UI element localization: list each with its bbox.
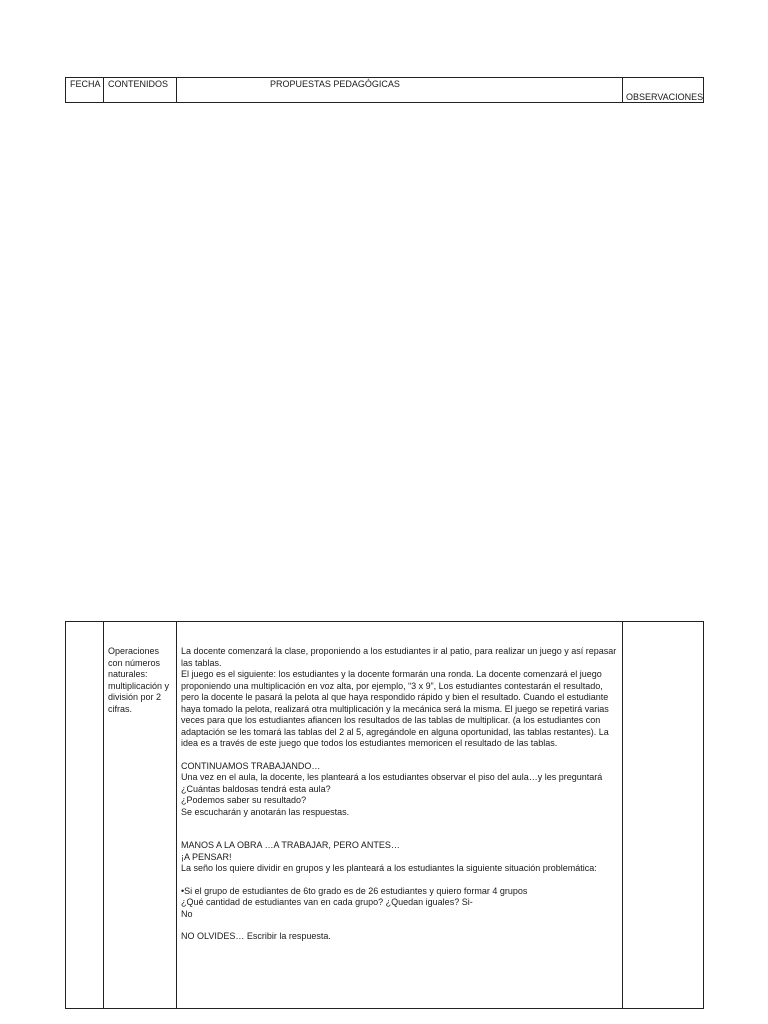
- heading-continuamos: CONTINUAMOS TRABAJANDO…: [181, 760, 321, 771]
- column-divider: [176, 78, 177, 102]
- reminder-no-olvides: NO OLVIDES… Escribir la respuesta.: [181, 931, 331, 941]
- contenidos-cell: Operaciones con números naturales: multiplicación y división por 2 cifras.: [108, 646, 170, 714]
- paragraph-intro: La docente comenzará la clase, proponiendo a los estudiantes ir al patio, para realizar un juego y así repasar las tablas.: [181, 646, 617, 668]
- column-divider: [622, 78, 623, 102]
- paragraph-juego: El juego es el siguiente: los estudiantes y la docente formarán una ronda. La docente comenzará el juego proponiendo una multiplicación en voz alta, por ejemplo, “3 x 9”, Los estudiantes contestarán el resultado, pero la docente le pasará la pelota al que haya respondido rápido y bien el resultado. Cuando el estudiante haya tomado la pelota, realizará otra multiplicación y la mecánica será la misma. El juego se repetirá varias veces para que los estudiantes afiancen los resultados de las tablas de multiplicar. (a los estudiantes con adaptación se les tomará las tablas del 2 al 5, agregándole en alguna oportunidad, las tablas restantes). La idea es a través de este juego que todos los estudiantes memoricen el resultado de las tablas.: [181, 669, 609, 748]
- paragraph-respuestas: Se escucharán y anotarán las respuestas.: [181, 806, 350, 817]
- lesson-row-table: [65, 621, 704, 1009]
- paragraph-situacion: La seño los quiere dividir en grupos y les planteará a los estudiantes la siguiente situación problemática:: [181, 863, 597, 873]
- header-contenidos: CONTENIDOS: [108, 79, 169, 89]
- bullet-problema: •Si el grupo de estudiantes de 6to grado es de 26 estudiantes y quiero formar 4 grupos: [181, 885, 528, 896]
- header-propuestas: PROPUESTAS PEDAGÓGICAS: [270, 79, 400, 89]
- header-observaciones: OBSERVACIONES: [626, 92, 704, 102]
- header-table: [65, 77, 704, 103]
- column-divider: [176, 622, 177, 1008]
- question-baldosas: ¿Cuántas baldosas tendrá esta aula?: [181, 783, 331, 794]
- column-divider: [622, 622, 623, 1008]
- header-fecha: FECHA: [70, 79, 101, 89]
- column-divider: [103, 622, 104, 1008]
- heading-a-pensar: ¡A PENSAR!: [181, 851, 232, 862]
- column-divider: [103, 78, 104, 102]
- answer-no: No: [181, 908, 193, 919]
- question-cantidad: ¿Qué cantidad de estudiantes van en cada grupo? ¿Quedan iguales? Si-: [181, 897, 473, 907]
- paragraph-aula: Una vez en el aula, la docente, les planteará a los estudiantes observar el piso del aula…y les preguntará: [181, 772, 603, 782]
- heading-manos-a-la-obra: MANOS A LA OBRA …A TRABAJAR, PERO ANTES…: [181, 840, 400, 850]
- question-resultado: ¿Podemos saber su resultado?: [181, 795, 307, 805]
- propuestas-cell: [181, 646, 621, 943]
